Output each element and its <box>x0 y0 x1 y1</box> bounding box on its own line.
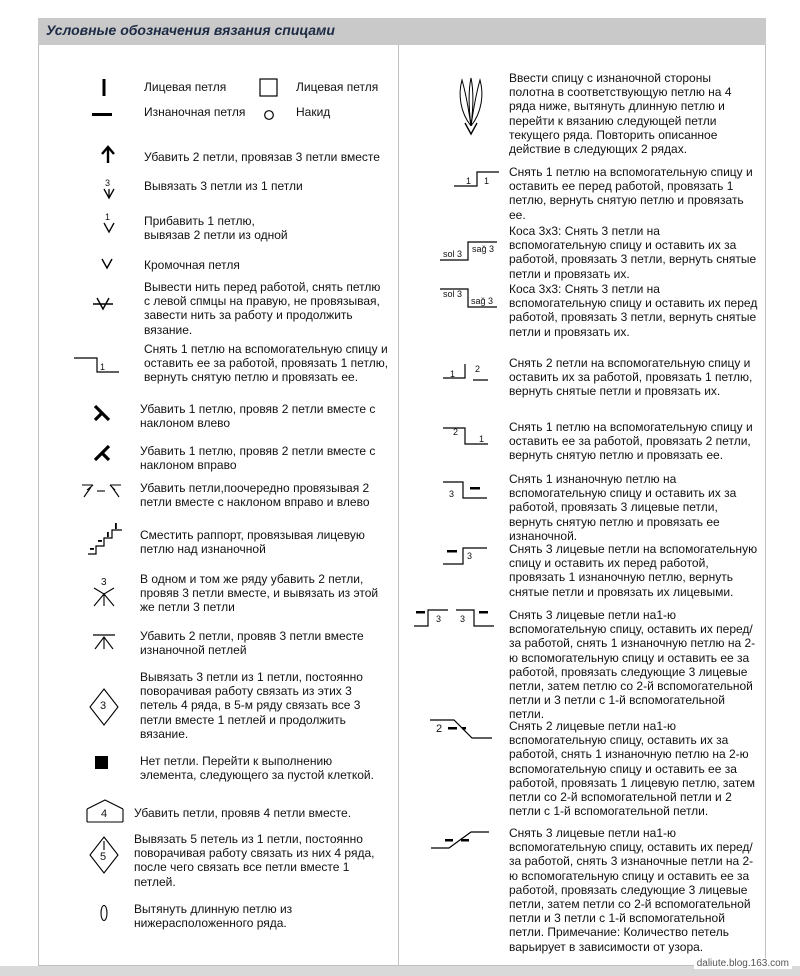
knit-cross-icon <box>443 546 489 566</box>
knit-cross-number: 3 <box>467 551 473 561</box>
cable-three-three-three-icon <box>431 830 491 850</box>
increase-three-number: 3 <box>105 178 111 188</box>
knit-stitch-icon <box>100 79 108 97</box>
cable-three-front-right-label: sağ 3 <box>471 296 494 306</box>
elongated-stitch-icon <box>456 76 486 138</box>
cable-one-front-number-b: 1 <box>484 176 490 186</box>
double-cable-number-a: 3 <box>436 614 442 624</box>
decrease-left-icon <box>92 404 112 422</box>
legend-cable-three-front-label: Коса 3х3: Снять 3 петли на вспомогательную спицу и оставить их перед работой, провязать 3 петли, вернуть снятые петли и провязать их. <box>509 282 758 339</box>
cable-one-front-icon <box>454 170 500 190</box>
legend-cable-two-one-two-label: Снять 2 лицевые петли на1-ю вспомогательную спицу, оставить их за работой, снять 1 изнаночную петлю на 2-ю вспомогательную спицу и оставить ее за работой, провязать 1 лицевую петлю, затем петли со 2-й вспомогательной петли и 2 петли с 1-й вспомогательной петли. <box>509 719 756 819</box>
alternate-decrease-icon <box>81 484 123 498</box>
legend-knit-cross-label: Снять 3 лицевые петли на вспомогательную спицу и оставить их перед работой, провязать 1 изнаночную петлю, вернуть снятые петли и провязать их лицевыми. <box>509 542 758 599</box>
legend-cable-three-three-three-label: Снять 3 лицевые петли на1-ю вспомогательную спицу, оставить их перед/за работой, снять 3 изнаночные петли на 2-ю вспомогательную спицу и оставить ее за работой, провязать следующие 3 лицевые петли, затем петли со 2-й вспомогательной петли и 3 петли с 1-й вспомогательной петли. Примечание: Количество петель варьирует в зависимости от узора. <box>509 826 754 954</box>
cable-three-back-left-label: sol 3 <box>443 249 463 259</box>
legend-shift-repeat-label: Сместить раппорт, провязывая лицевую петлю над изнаночной <box>140 528 365 557</box>
legend-decrease-increase-label: В одном и том же ряду убавить 2 петли, провяв 3 петли вместе, и вывязать из этой же петли 3 петли <box>140 572 379 615</box>
cable-one-front-number-a: 1 <box>466 176 472 186</box>
legend-purl-three-together-label: Убавить 2 петли, провяв 3 петли вместе изнаночной петлей <box>140 629 364 658</box>
bottom-bar <box>0 966 800 976</box>
edge-stitch-icon <box>101 258 113 270</box>
cable-one-two-back-number-b: 1 <box>479 434 485 444</box>
legend-cable-one-two-back-label: Снять 1 петлю на вспомогательную спицу и оставить ее за работой, провязать 2 петли, вернуть снятую петлю и провязать ее. <box>509 420 753 463</box>
legend-bobble-five-label: Вывязать 5 петель из 1 петли, постоянно поворачивая работу связать из них 4 ряда, после чего связать все петли вместе 1 петлей. <box>134 832 375 889</box>
legend-edge-label: Кромочная петля <box>144 258 240 272</box>
no-stitch-icon <box>95 756 109 770</box>
cable-two-one-back-number-b: 2 <box>475 364 481 374</box>
double-cable-icon <box>414 607 496 629</box>
bobble-five-number: 5 <box>100 851 107 863</box>
legend-knit-box-label: Лицевая петля <box>296 80 379 94</box>
cable-two-one-two-number: 2 <box>436 723 443 735</box>
legend-decrease-left-label: Убавить 1 петлю, провяв 2 петли вместе с наклоном влево <box>140 402 376 431</box>
purl-three-together-icon <box>93 634 115 650</box>
bobble-three-number: 3 <box>100 700 107 712</box>
legend-alternate-decrease-label: Убавить петли,поочередно провязывая 2 петли вместе с наклоном вправо и влево <box>140 481 370 510</box>
legend-bobble-three-label: Вывязать 3 петли из 1 петли, постоянно поворачивая работу связать из этих 3 петель 4 ряда, в 5-м ряду связать все 3 петли вместе 1 петлей и продолжить вязание. <box>140 670 363 741</box>
legend-cable-three-back-label: Коса 3х3: Снять 3 петли на вспомогательную спицу и оставить их за работой, провязать 3 петли, вернуть снятые петли и провязать их. <box>509 224 757 281</box>
legend-cable-two-one-back-label: Снять 2 петли на вспомогательную спицу и оставить их за работой, провязать 1 петлю, вернуть снятые петли и провязать их. <box>509 356 753 399</box>
double-cable-number-b: 3 <box>460 614 466 624</box>
legend-no-stitch-label: Нет петли. Перейти к выполнению элемента, следующего за пустой клеткой. <box>140 754 374 783</box>
arrow-up-icon <box>100 146 116 164</box>
legend-decrease-right-label: Убавить 1 петлю, провяв 2 петли вместе с наклоном вправо <box>140 444 376 473</box>
legend-purl-label: Изнаночная петля <box>144 105 246 119</box>
legend-three-from-one-label: Вывязать 3 петли из 1 петли <box>144 179 303 193</box>
cable-one-two-back-number-a: 2 <box>453 427 459 437</box>
slip-yarn-front-icon <box>93 296 113 312</box>
yarn-over-icon <box>263 109 275 121</box>
legend-decrease-four-label: Убавить петли, провяв 4 петли вместе. <box>134 806 352 820</box>
decrease-increase-number: 3 <box>101 577 107 588</box>
increase-one-number: 1 <box>105 212 111 222</box>
cable-three-back-right-label: sağ 3 <box>472 244 495 254</box>
legend-elongated-label: Ввести спицу с изнаночной стороны полотна в соответствующую петлю на 4 ряда ниже, вытянуть длинную петлю и перейти к вязанию следующей петли текущего ряда. Повторить описанное действие в следующих 2 рядах. <box>509 71 732 157</box>
page-title: Условные обозначения вязания спицами <box>46 22 335 38</box>
purl-stitch-icon <box>92 112 114 118</box>
decrease-right-icon <box>92 444 112 462</box>
legend-double-cable-label: Снять 3 лицевые петли на1-ю вспомогательную спицу, оставить их перед/за работой, снять 1 изнаночную петлю на 2-ю вспомогательную спицу и оставить ее за работой, провязать следующие 3 лицевые петли, затем петлю со 2-й вспомогательной петли и 3 петли с 1-й вспомогательной петли. <box>509 608 756 722</box>
legend-cable-one-back-label: Снять 1 петлю на вспомогательную спицу и оставить ее за работой, провязать 1 петлю, вернуть снятую петлю и провязать ее. <box>144 342 389 385</box>
cable-two-one-back-number-a: 1 <box>450 369 456 379</box>
cable-three-front-left-label: sol 3 <box>443 289 463 299</box>
legend-cable-one-front-label: Снять 1 петлю на вспомогательную спицу и оставить ее перед работой, провязать 1 петлю, вернуть снятую петлю и провязать ее. <box>509 165 753 222</box>
legend-increase-one-label-1: Прибавить 1 петлю, <box>144 214 255 228</box>
legend-slip-front-label: Вывести нить перед работой, снять петлю с левой спмцы на правую, не провязывая, завести нить за работу и продолжить вязание. <box>144 280 381 337</box>
legend-knit-label: Лицевая петля <box>144 80 227 94</box>
shift-repeat-icon <box>88 520 124 556</box>
legend-yarn-over-label: Накид <box>296 105 331 119</box>
column-divider <box>398 45 399 966</box>
knit-box-icon <box>259 78 279 98</box>
long-loop-icon <box>99 904 109 922</box>
legend-increase-one-label-2: вывязав 2 петли из одной <box>144 228 288 242</box>
page-header <box>38 18 766 45</box>
decrease-four-number: 4 <box>101 808 108 820</box>
legend-k3tog-label: Убавить 2 петли, провязав 3 петли вместе <box>144 150 380 164</box>
legend-long-loop-label: Вытянуть длинную петлю из нижерасположенного ряда. <box>134 902 293 931</box>
cable-one-back-number: 1 <box>100 362 106 372</box>
legend-purl-cross-label: Снять 1 изнаночную петлю на вспомогательную спицу и оставить их за работой, провязать 3 лицевые петли, вернуть снятую петлю и провязать ее изнаночной. <box>509 472 737 543</box>
cable-one-back-icon <box>74 356 120 376</box>
watermark: daliute.blog.163.com <box>694 958 792 969</box>
purl-cross-number: 3 <box>449 489 455 499</box>
